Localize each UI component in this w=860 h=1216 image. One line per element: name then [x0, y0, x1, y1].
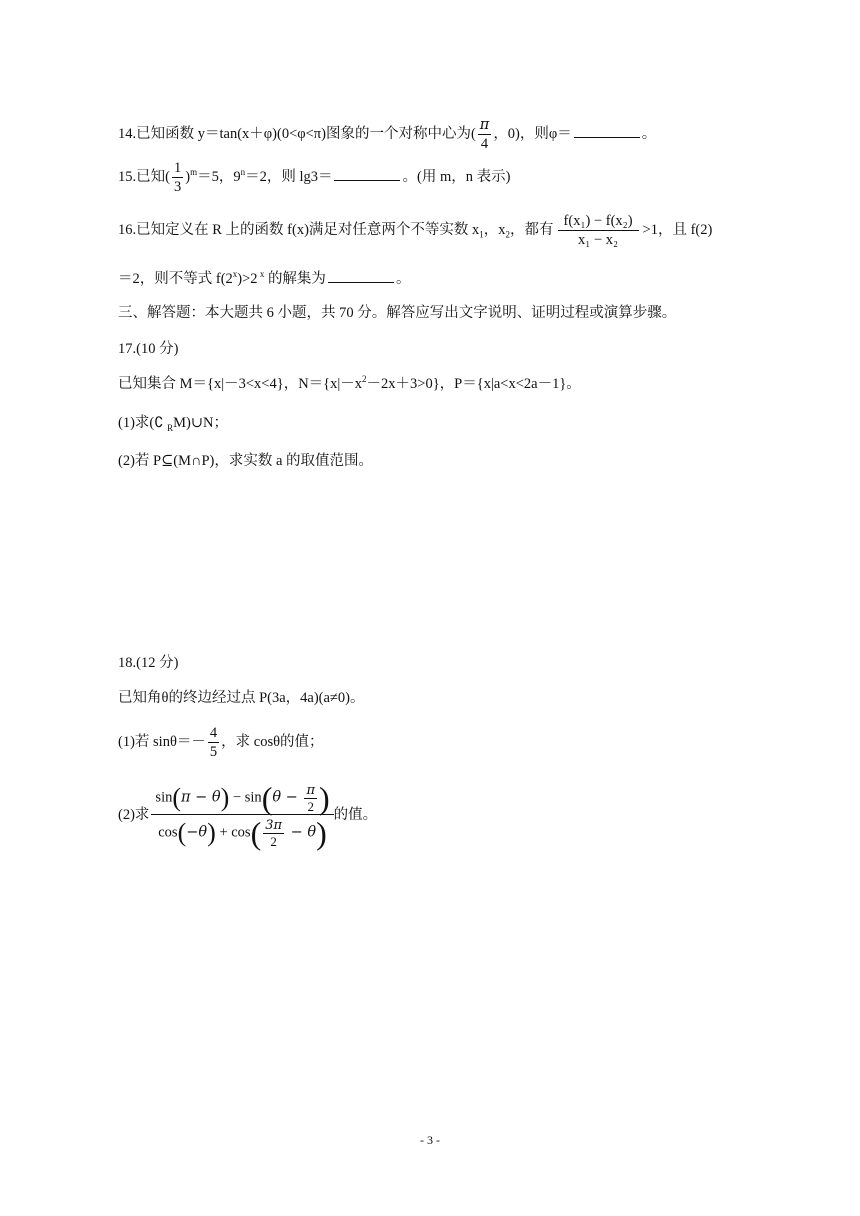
q15-frac-den: 3	[173, 179, 182, 195]
question-15	[118, 159, 510, 196]
q16-answer-blank	[328, 268, 394, 283]
page-number: - 3 -	[420, 1133, 440, 1147]
q17-header: 17.(10 分)	[118, 341, 179, 357]
q18-p2-den-arg1: −θ	[186, 824, 208, 841]
q17-p1-b: M)∪N；	[173, 415, 228, 431]
q16-text-c: ，都有	[510, 221, 554, 238]
q15-text-c: ＝5，9	[197, 168, 241, 185]
paren-open: (	[250, 815, 262, 851]
q18-p2-den-two: 2	[263, 833, 284, 849]
q14-text-a: 14.已知函数 y＝tan(x＋φ)(0<φ<π)图象的一个对称中心为(	[118, 125, 476, 142]
q18-p2-denominator	[151, 814, 333, 849]
q16-sub2: 2	[505, 229, 511, 240]
q18-p2-num-two: 2	[304, 798, 317, 814]
q16-line2-sup: x	[232, 269, 238, 280]
q18-p1-b: ，求 cosθ的值；	[221, 733, 324, 750]
q16-text-d: >1，且 f(2)	[642, 221, 713, 238]
q18-p2-num-inner-frac	[304, 783, 317, 814]
question-14	[118, 116, 656, 153]
q17-stem-b: －2x＋3>0}，P＝{x|a<x<2a－1}。	[366, 376, 581, 392]
q15-frac-num: 1	[173, 160, 182, 176]
q16-line2-c: 的解集为	[264, 271, 326, 287]
q16-line2-b: )>2	[237, 271, 258, 287]
q17-part-1	[118, 413, 228, 433]
q17-stem	[118, 374, 581, 394]
q18-p2-den-cos2: + cos	[215, 824, 251, 841]
q14-answer-blank	[574, 123, 640, 138]
q16-text-a: 16.已知定义在 R 上的函数 f(x)满足对任意两个不等实数 x	[118, 221, 480, 238]
q16-line2-sup2: x	[257, 269, 265, 280]
q17-p1-sub: R	[167, 422, 174, 433]
q18-p2-fraction	[151, 782, 333, 849]
paren-close: )	[207, 818, 216, 847]
q14-text-b: ，0)，则φ＝	[493, 125, 572, 142]
q18-p1-fraction	[208, 724, 219, 761]
q18-p2-b: 的值。	[333, 806, 378, 823]
q18-p2-num-sin1: sin	[155, 789, 173, 806]
q18-p2-num-sin2: − sin	[229, 789, 262, 806]
q15-text-a: 15.已知(	[118, 168, 170, 185]
q18-p1-a: (1)若 sinθ＝－	[118, 733, 206, 750]
q18-p2-den-cos1: cos	[158, 824, 178, 841]
q18-p2-den-arg2: − θ	[286, 824, 317, 841]
q18-stem: 已知角θ的终边经过点 P(3a，4a)(a≠0)。	[118, 690, 365, 706]
q18-p1-num: 4	[209, 725, 218, 741]
q18-p1-den: 5	[209, 744, 218, 760]
q15-fraction	[172, 159, 183, 196]
q18-p2-numerator	[151, 782, 333, 814]
q18-p2-num-arg2: θ −	[272, 789, 303, 806]
q15-text-d: ＝2，则 lg3＝	[245, 168, 333, 185]
q18-p2-a: (2)求	[118, 806, 150, 823]
q16-frac-den: x₁ − x₂	[558, 230, 639, 249]
q17-stem-a: 已知集合 M＝{x|－3<x<4}，N＝{x|－x	[118, 376, 363, 392]
q16-text-b: ，x	[483, 221, 506, 238]
q14-fraction	[478, 116, 492, 153]
paren-close: )	[319, 780, 330, 816]
q18-part-1	[118, 724, 324, 761]
q15-sup-m: m	[190, 167, 198, 177]
q14-frac-num: π	[479, 117, 490, 133]
paren-close: )	[220, 783, 230, 812]
q14-frac-den: 4	[478, 134, 492, 153]
q17-p1-a: (1)求(∁	[118, 415, 168, 431]
q16-line2-a: ＝2，则不等式 f(2	[118, 271, 233, 287]
paren-open: (	[172, 783, 182, 812]
q18-p2-num-pi: π	[306, 782, 315, 798]
q18-header: 18.(12 分)	[118, 655, 179, 671]
q15-text-e: 。(用 m，n 表示)	[402, 168, 511, 185]
q16-fraction	[558, 212, 639, 249]
q18-p2-den-3pi: 3π	[265, 817, 283, 833]
paren-open: (	[177, 818, 187, 847]
q18-part-2	[118, 782, 377, 849]
q16-frac-num: f(x₁) − f(x₂)	[563, 213, 633, 229]
q14-text-c: 。	[641, 125, 657, 142]
question-16-continued	[118, 268, 410, 289]
q18-p2-num-arg1: π − θ	[181, 789, 221, 806]
q15-text-b: )	[185, 168, 191, 185]
q15-answer-blank	[334, 166, 400, 181]
question-16	[118, 212, 712, 249]
q16-sub1: 1	[479, 229, 484, 240]
q18-p2-den-inner-frac	[263, 818, 284, 849]
paren-close: )	[316, 815, 327, 851]
paren-open: (	[261, 780, 273, 816]
q17-stem-sup: 2	[362, 374, 367, 385]
q17-part-2: (2)若 P⊆(M∩P)，求实数 a 的取值范围。	[118, 453, 374, 469]
q15-sup-n: n	[240, 167, 246, 177]
q16-line2-d: 。	[395, 271, 411, 287]
section-3-heading: 三、解答题：本大题共 6 小题，共 70 分。解答应写出文字说明、证明过程或演算步骤。	[118, 305, 677, 321]
